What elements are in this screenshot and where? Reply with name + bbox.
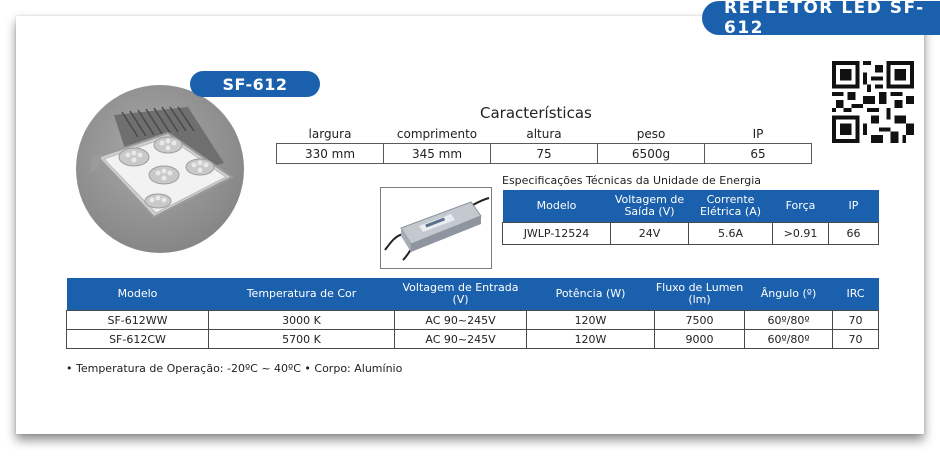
irc-cell: 70 [833,330,879,349]
dimensions-table [276,125,812,164]
angle-cell: 60º/80º [745,330,833,349]
dimension-value: 6500g [598,144,705,164]
power-unit-cell: JWLP-12524 [503,223,611,245]
power-unit-cell: 24V [611,223,689,245]
model-cell: SF-612WW [67,311,209,330]
footnote: • Temperatura de Operação: -20ºC ~ 40ºC • Corpo: Alumínio [66,362,403,375]
dimension-value: 65 [705,144,812,164]
table-row [67,330,879,349]
power-unit-header: Força [773,190,829,223]
product-title-banner [702,0,940,38]
qr-code-icon [832,61,914,143]
input-voltage-cell: AC 90~245V [395,311,527,330]
power-unit-header: Voltagem de Saída (V) [611,190,689,223]
dimension-header: peso [636,127,666,141]
power-unit-header: IP [829,190,879,223]
power-unit-cell: 66 [829,223,879,245]
dimension-header: largura [308,127,352,141]
color-temperature-cell: 5700 K [209,330,395,349]
model-tab-label: SF-612 [222,74,288,94]
models-header: Modelo [67,278,209,311]
input-voltage-cell: AC 90~245V [395,330,527,349]
power-unit-header: Modelo [503,190,611,223]
power-unit-cell: 5.6A [689,223,773,245]
dimension-value: 75 [491,144,598,164]
lumen-cell: 7500 [655,311,745,330]
power-unit-title: Especificações Técnicas da Unidade de Energia [502,174,762,187]
dimensions-value-row [277,144,812,164]
color-temperature-cell: 3000 K [209,311,395,330]
product-title: REFLETOR LED SF-612 [724,0,925,38]
models-header-row [67,278,879,311]
power-cell: 120W [527,311,655,330]
table-row [67,311,879,330]
power-unit-row [503,223,879,245]
models-header: Voltagem de Entrada (V) [395,278,527,311]
models-header: Potência (W) [527,278,655,311]
dimension-header: altura [526,127,562,141]
power-cell: 120W [527,330,655,349]
models-header: IRC [833,278,879,311]
led-floodlight-product-image [76,85,244,253]
dimension-header: IP [752,127,764,141]
dimension-header: comprimento [396,127,478,141]
models-header: Temperatura de Cor [209,278,395,311]
models-table [66,278,879,349]
angle-cell: 60º/80º [745,311,833,330]
lumen-cell: 9000 [655,330,745,349]
power-supply-driver-image [380,187,492,269]
power-unit-table [502,190,879,245]
power-unit-header: Corrente Elétrica (A) [689,190,773,223]
models-header: Fluxo de Lumen (lm) [655,278,745,311]
dimensions-header-row [277,125,812,144]
models-header: Ângulo (º) [745,278,833,311]
model-cell: SF-612CW [67,330,209,349]
model-tab [190,71,320,97]
power-unit-cell: >0.91 [773,223,829,245]
dimension-value: 345 mm [384,144,491,164]
dimension-value: 330 mm [277,144,384,164]
characteristics-title: Características [480,104,592,122]
irc-cell: 70 [833,311,879,330]
power-unit-header-row [503,190,879,223]
